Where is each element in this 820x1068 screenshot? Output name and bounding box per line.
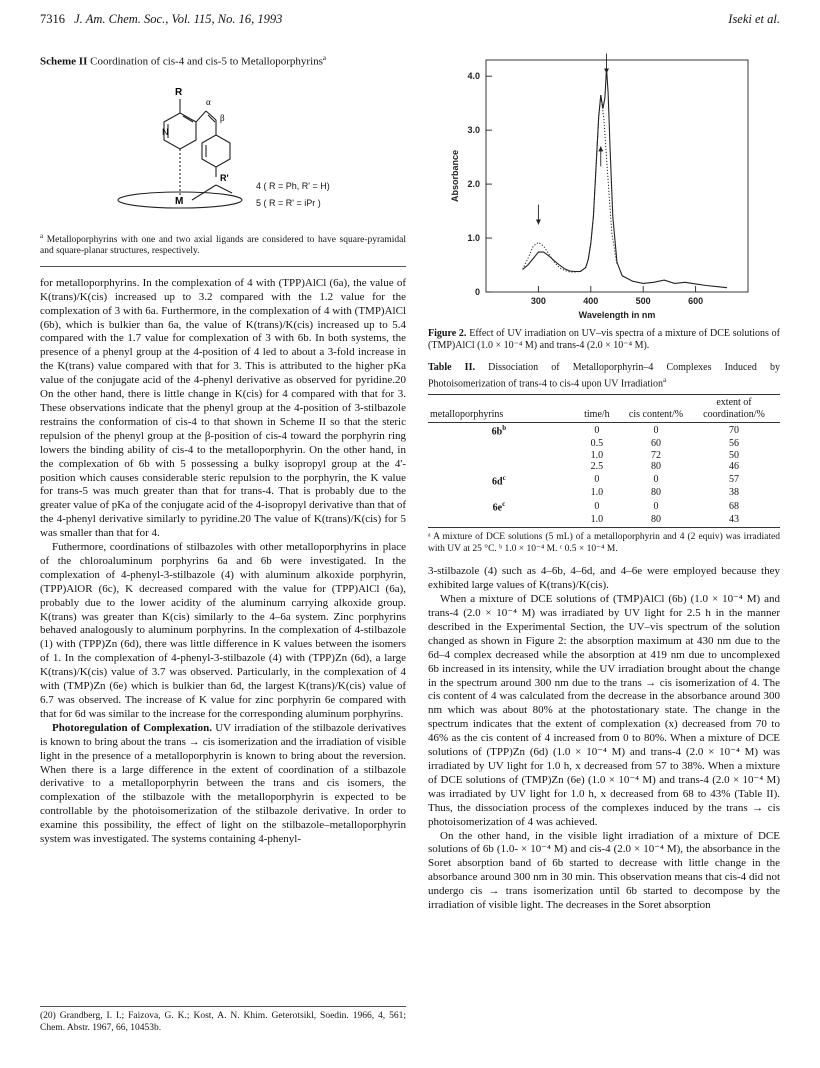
cell-metal-name: 6e [492,502,503,514]
cell-cis-content: 0 [653,424,659,436]
cell-time: 0.5 [590,438,604,450]
scheme-foot-text: Metalloporphyrins with one and two axial ligands are considered to have square-pyramidal and square-planar structures, respectively. [40,234,407,257]
scheme-foot-sup: a [40,231,44,240]
cell-cis-content: 72 [651,449,661,461]
arrowhead-icon [598,146,603,151]
cell-metalloporphyrin [428,473,570,488]
cell-cis-content: 80 [624,514,688,528]
cell-extent: 56 [729,438,739,450]
header-time: time/h [570,395,624,423]
cell-time: 0 [594,424,600,436]
x-tick-label: 600 [688,296,704,306]
spectrum-after-uv [523,95,617,272]
x-tick-label: 400 [583,296,599,306]
y-tick-label: 4.0 [467,71,480,82]
x-tick-label: 300 [530,296,546,306]
scheme-footnote [40,231,406,267]
footnote-20: (20) Grandberg, I. I.; Faizova, G. K.; Kost, A. N. Khim. Geterotsikl, Soedin. 1966, 4, 561; Chem. Abstr. 1967, 66, 10453b. [40,1006,406,1034]
left-paragraph-1: for metalloporphyrins. In the complexation of 4 with (TPP)AlCl (6a), the value of K(trans)/K(cis) increased up to 3.2 compared with the 1.2 value for the complexation of 3 with 6a. Furthermore, in the complexation of 4 with (TMP)AlCl (6b), which is bulkier than 6a, the value of K(trans)/K(cis) increased up to 5.4 compared with the 1.7 value for complexation of 3 with 6b. In both systems, the presence of a phenyl group at the 4-position of 4 led to about a 3-fold increase in the K(trans) value compared with that for 3. This is attributed to the higher pKa value of the conjugate acid of the 4-phenyl derivative as observed for pyridine.20 On the other hand, there is little change in K(cis) for 4 compared with that for 3. These observations indicate that the phenyl group at the 4-position of 3-stilbazole restrains the conformation of cis-4 to that shown in Scheme II so that the steric repulsion of the phenyl group at the β-position of cis-4 toward the porphyrin ring lowers the binding ability of cis-4 to the metalloporphyrin. On the other hand, in the complexation of 6b with 5 possessing a bulky isopropyl group at the 4'-position which causes considerable steric repulsion to the porphyrin, the K value for trans-5 was much greater than that for trans-4. That is probably due to the greater value of pKa of the conjugate acid of the 4-isopropyl derivative than that of the 4-phenyl derivative similarly to pyridine.20 The value of K(trans)/K(cis) for 5 was smaller than that for 4. [40,276,406,540]
right-paragraph-3: On the other hand, in the visible light irradiation of a mixture of DCE solutions of 6b (1.0- × 10⁻⁴ M) and cis-4 (2.0 × 10⁻⁴ M), the absorbance in the Soret absorption band of 6b started to decrease with little change in the absorbance around 300 nm in 30 min. This observation means that cis-4 did not undergo cis → trans isomerization until 6b started to decompose by the irradiation of visible light. The decreases in the Soret absorption [428,829,780,912]
atom-r: R [175,86,183,98]
alpha-label: α [206,96,211,107]
table-header-row [428,395,780,423]
compound-5-label: 5 ( R = R' = iPr ) [256,197,321,208]
cell-time: 1.0 [590,449,604,461]
cell-cis-content: 80 [651,487,661,499]
cell-cis-content: 0 [653,500,659,512]
atom-rprime: R' [220,172,229,183]
left-column [40,52,406,847]
beta-label: β [220,112,225,123]
table-row [428,473,780,488]
x-tick-label: 500 [635,296,651,306]
table-row [428,514,780,528]
atom-n: N [162,126,169,137]
table-2 [428,394,780,528]
cell-cis-content: 60 [651,438,661,450]
page-header [40,12,780,34]
cell-metal-sup: b [502,424,507,433]
running-head-left [40,12,282,27]
table-row [428,423,780,438]
cell-extent: 46 [729,461,739,473]
arrowhead-icon [604,68,609,73]
header-extent: extent of coordination/% [688,395,780,423]
cell-extent: 50 [729,449,739,461]
section-paragraph [40,722,406,847]
scheme-caption [40,52,406,69]
table-2-label: Table II. [428,362,475,373]
atom-m: M [175,195,184,207]
table-2-caption [428,362,780,390]
compound-4-label: 4 ( R = Ph, R' = H) [256,180,330,191]
table-2-caption-text: Dissociation of Metalloporphyrin–4 Complexes Induced by Photoisomerization of trans-4 to cis-4 upon UV Irradiation [428,362,780,390]
cell-cis-content: 0 [653,474,659,486]
right-column [428,52,780,913]
cell-time: 0 [594,474,600,486]
table-row [428,438,780,450]
cell-extent: 43 [688,514,780,528]
table-row [428,450,780,462]
scheme-caption-sup: a [322,54,327,62]
figure-2-caption-text: Effect of UV irradiation on UV–vis spectra of a mixture of DCE solutions of (TMP)AlCl (1.0 × 10⁻⁴ M) and trans-4 (2.0 × 10⁻⁴ M). [428,328,780,351]
cell-extent: 70 [729,424,739,436]
y-tick-label: 0 [474,287,480,297]
cell-metalloporphyrin [428,423,570,438]
cell-extent: 38 [729,487,739,499]
header-metalloporphyrins: metalloporphyrins [428,395,570,423]
cell-metalloporphyrin [428,450,570,462]
cell-metalloporphyrin [428,499,570,514]
figure-2-caption [428,328,780,352]
cell-time: 1.0 [570,514,624,528]
pyridine-ring [164,113,196,149]
left-paragraph-2: Futhermore, coordinations of stilbazoles with other metalloporphyrins in place of the chloroaluminum porphyrins 6a and 6b were investigated. In the complexation of 4-phenyl-3-stilbazole (4) with aluminum alkoxide porphyrin, (TPP)AlOR (6c), K decreased compared with the value for (TPP)AlCl (6a), probably due to the lower acidity of the aluminum carrying alkoxide group. K(trans) was greater than K(cis) similarly to the 4–6a system. Zinc porphyrins behaved analogously to aluminum porphyrins. In the complexation of 4-stilbazole (1) with (TPP)Zn (6d), there was little difference in K values between the isomers of 1. In the complexation of 4-phenyl-3-stilbazole (4) with (TPP)Zn (6d), a large K(trans)/K(cis) value of 3.7 was observed. Particularly, in the complexation of 4 with (TMP)Zn (6e) which is bulkier than 6d, the largest K(trans)/K(cis) value of 6.7 was observed. The increase of K value for zinc porphyrin 6e compared with that for 6d was similar to the increase for the corresponding aluminum porphyrins. [40,541,406,720]
scheme-drawing [40,77,406,227]
spectrum-before-uv [523,68,727,288]
y-tick-label: 1.0 [467,233,480,244]
x-axis-label: Wavelength in nm [578,310,656,320]
cell-time: 0 [594,500,600,512]
right-paragraph-2: When a mixture of DCE solutions of (TMP)AlCl (6b) (1.0 × 10⁻⁴ M) and trans-4 (2.0 × 10⁻⁴ M) was irradiated by UV light for 2.5 h in the manner described in the Experimental Section, the UV–vis spectrum of the solution changed as shown in Figure 2: the absorption maximum at 430 nm due to the 6d–4 complex decreased while the absorption at 419 nm due to uncomplexed 6b increased in its intensity, while the UV irradiation brought about the change in the spectrum around 300 nm due to the trans → cis isomerization of 4. The cis content of 4 was calculated from the decrease in the absorbance around 300 nm which was about 80% at the photostationary state. The change in the spectrum indicates that the extent of complexation (x) decreased from 70 to 46% as the cis content of 4 increased from 0 to 80%. When a mixture of DCE solutions of (TPP)Zn (6d) (1.0 × 10⁻⁴ M) and trans-4 (2.0 × 10⁻⁴ M) was irradiated by UV light for 1.0 h, x decreased from 57 to 38%. When a mixture of DCE solutions of (TMP)Zn (6e) (1.0 × 10⁻⁴ M) and trans-4 (2.0 × 10⁻⁴ M) was irradiated by UV light for 1.0 h, x decreased from 68 to 43% (Table II). Thus, the dissociation process of the complexes induced by the trans → cis photoisomerization of 4 was achieved. [428,593,780,828]
header-cis-content: cis content/% [624,395,688,423]
figure-2 [428,52,780,324]
cell-cis-content: 80 [651,461,661,473]
table-row [428,499,780,514]
cell-metal-sup: c [502,473,506,482]
cell-metal-sup: c [502,499,506,508]
cell-metalloporphyrin [428,487,570,499]
cell-extent: 68 [729,500,739,512]
right-paragraph-1: 3-stilbazole (4) such as 4–6b, 4–6d, and 4–6e were employed because they exhibited large values of K(trans)/K(cis). [428,565,780,592]
section-heading: Photoregulation of Complexation. [52,721,212,734]
cell-metalloporphyrin [428,514,570,528]
y-axis-label: Absorbance [450,149,460,203]
table-2-caption-sup: a [663,376,667,384]
cell-extent: 57 [729,474,739,486]
figure-2-chart [428,52,780,324]
figure-2-caption-label: Figure 2. [428,328,467,339]
page-number: 7316 [40,12,65,26]
scheme-label: Scheme II [40,55,88,68]
scheme-structure [40,77,406,227]
cell-metal-name: 6d [492,475,503,487]
cell-metalloporphyrin [428,438,570,450]
scheme-caption-text: Coordination of cis-4 and cis-5 to Metalloporphyrins [90,55,323,68]
running-head-authors: Iseki et al. [728,12,780,26]
cell-time: 1.0 [590,487,604,499]
section-text: UV irradiation of the stilbazole derivatives is known to bring about the trans → cis isomerization and the irradiation of visible light in the presence of a metalloporphyrin is known to bring about the reversion. When there is a large difference in the extent of coordination of a stilbazole derivative to a metalloporphyrin between the trans and cis isomers, the complexation of the stilbazole with the metalloporphyrin is expected to be controllable by the photoisomerization of the stilbazole derivative. In order to examine this possibility, the effect of light on the stilbazole–metalloporphyrin system was investigated. The systems containing 4-phenyl- [40,721,406,846]
journal-citation: J. Am. Chem. Soc., Vol. 115, No. 16, 1993 [74,12,283,26]
arrowhead-icon [536,220,541,225]
y-tick-label: 3.0 [467,125,480,136]
cell-metalloporphyrin [428,461,570,473]
y-tick-label: 2.0 [467,179,480,190]
table-2-footnote: ᵃ A mixture of DCE solutions (5 mL) of a metalloporphyrin and 4 (2 equiv) was irradiated with UV at 25 °C. ᵇ 1.0 × 10⁻⁴ M. ᶜ 0.5 × 10⁻⁴ M. [428,532,780,554]
table-row [428,487,780,499]
table-row [428,461,780,473]
cell-time: 2.5 [590,461,604,473]
cell-metal-name: 6b [491,426,503,438]
